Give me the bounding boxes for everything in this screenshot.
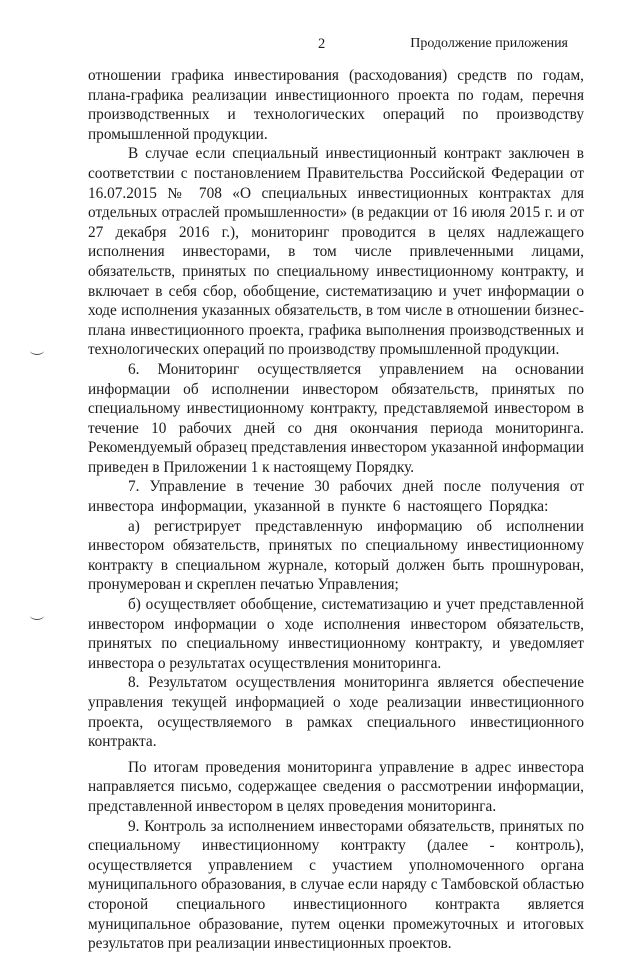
paragraph-monitoring-results: По итогам проведения мониторинга управление в адрес инвестора направляется письмо, содержащее сведения о рассмотрении информации, представленной инвестором в целях проведения мониторинга. <box>88 758 584 815</box>
binding-hole-mark-lower <box>30 611 44 620</box>
paragraph-item-8: 8. Результатом осуществления мониторинга является обеспечение управления текущей информацией о ходе реализации инвестиционного проекта, осуществляемого в рамках специального инвестиционного контракта. <box>88 674 584 751</box>
paragraph-item-9: 9. Контроль за исполнением инвесторами обязательств, принятых по специальному инвестиционному контракту (далее - контроль), осуществляется управлением с участием уполномоченного органа муниципального образования, в случае если наряду с Тамбовской областью стороной специального инвестиционного контракта является муниципальное образование, путем оценки промежуточных и итоговых результатов при реализации инвестиционных проектов. <box>88 817 584 953</box>
paragraph-continuation: отношении графика инвестирования (расходования) средств по годам, плана-графика реализации инвестиционного проекта по годам, перечня производственных и технологических операций по производству промышленной продукции. <box>88 67 584 143</box>
paragraph-item-7b: б) осуществляет обобщение, систематизацию и учет представленной инвестором информации о ходе исполнения инвестором обязательств, принятых по специальному инвестиционному контракту, и уведомляет инвестора о результатах осуществления мониторинга. <box>88 596 584 672</box>
paragraph-special-contract: В случае если специальный инвестиционный контракт заключен в соответствии с постановлением Правительства Российской Федерации от 16.07.2015 № 708 «О специальных инвестиционных контрактах для отдельных отраслей промышленности» (в редакции от 16 июля 2015 г. и от 27 декабря 2016 г.), мониторинг проводится в целях надлежащего исполнения инвесторами, в том числе привлеченными лицами, обязательств, принятых по специальному инвестиционному контракту, и включает в себя сбор, обобщение, систематизацию и учет информации о ходе исполнения указанных обязательств, в том числе в отношении бизнес-плана инвестиционного проекта, графика выполнения производственных и технологических операций по производству промышленной продукции. <box>88 145 584 359</box>
paragraph-item-7a: а) регистрирует представленную информацию об исполнении инвестором обязательств, принятых по специальному инвестиционному контракту в специальном журнале, который должен быть прошнурован, пронумерован и скреплен печатью Управления; <box>88 517 584 594</box>
paragraph-item-6: 6. Мониторинг осуществляется управлением на основании информации об исполнении инвестором обязательств, принятых по специальному инвестиционному контракту, представляемой инвестором в течение 10 рабочих дней со дня окончания периода мониторинга. Рекомендуемый образец представления инвестором указанной информации приведен в Приложении 1 к настоящему Порядку. <box>88 360 584 476</box>
page-number: 2 <box>318 36 326 52</box>
document-body <box>88 66 584 954</box>
paragraph-item-7: 7. Управление в течение 30 рабочих дней после получения от инвестора информации, указанной в пункте 6 настоящего Порядка: <box>88 478 584 516</box>
binding-hole-mark-upper <box>30 346 44 355</box>
page-header <box>0 36 640 56</box>
continuation-label: Продолжение приложения <box>410 36 568 51</box>
